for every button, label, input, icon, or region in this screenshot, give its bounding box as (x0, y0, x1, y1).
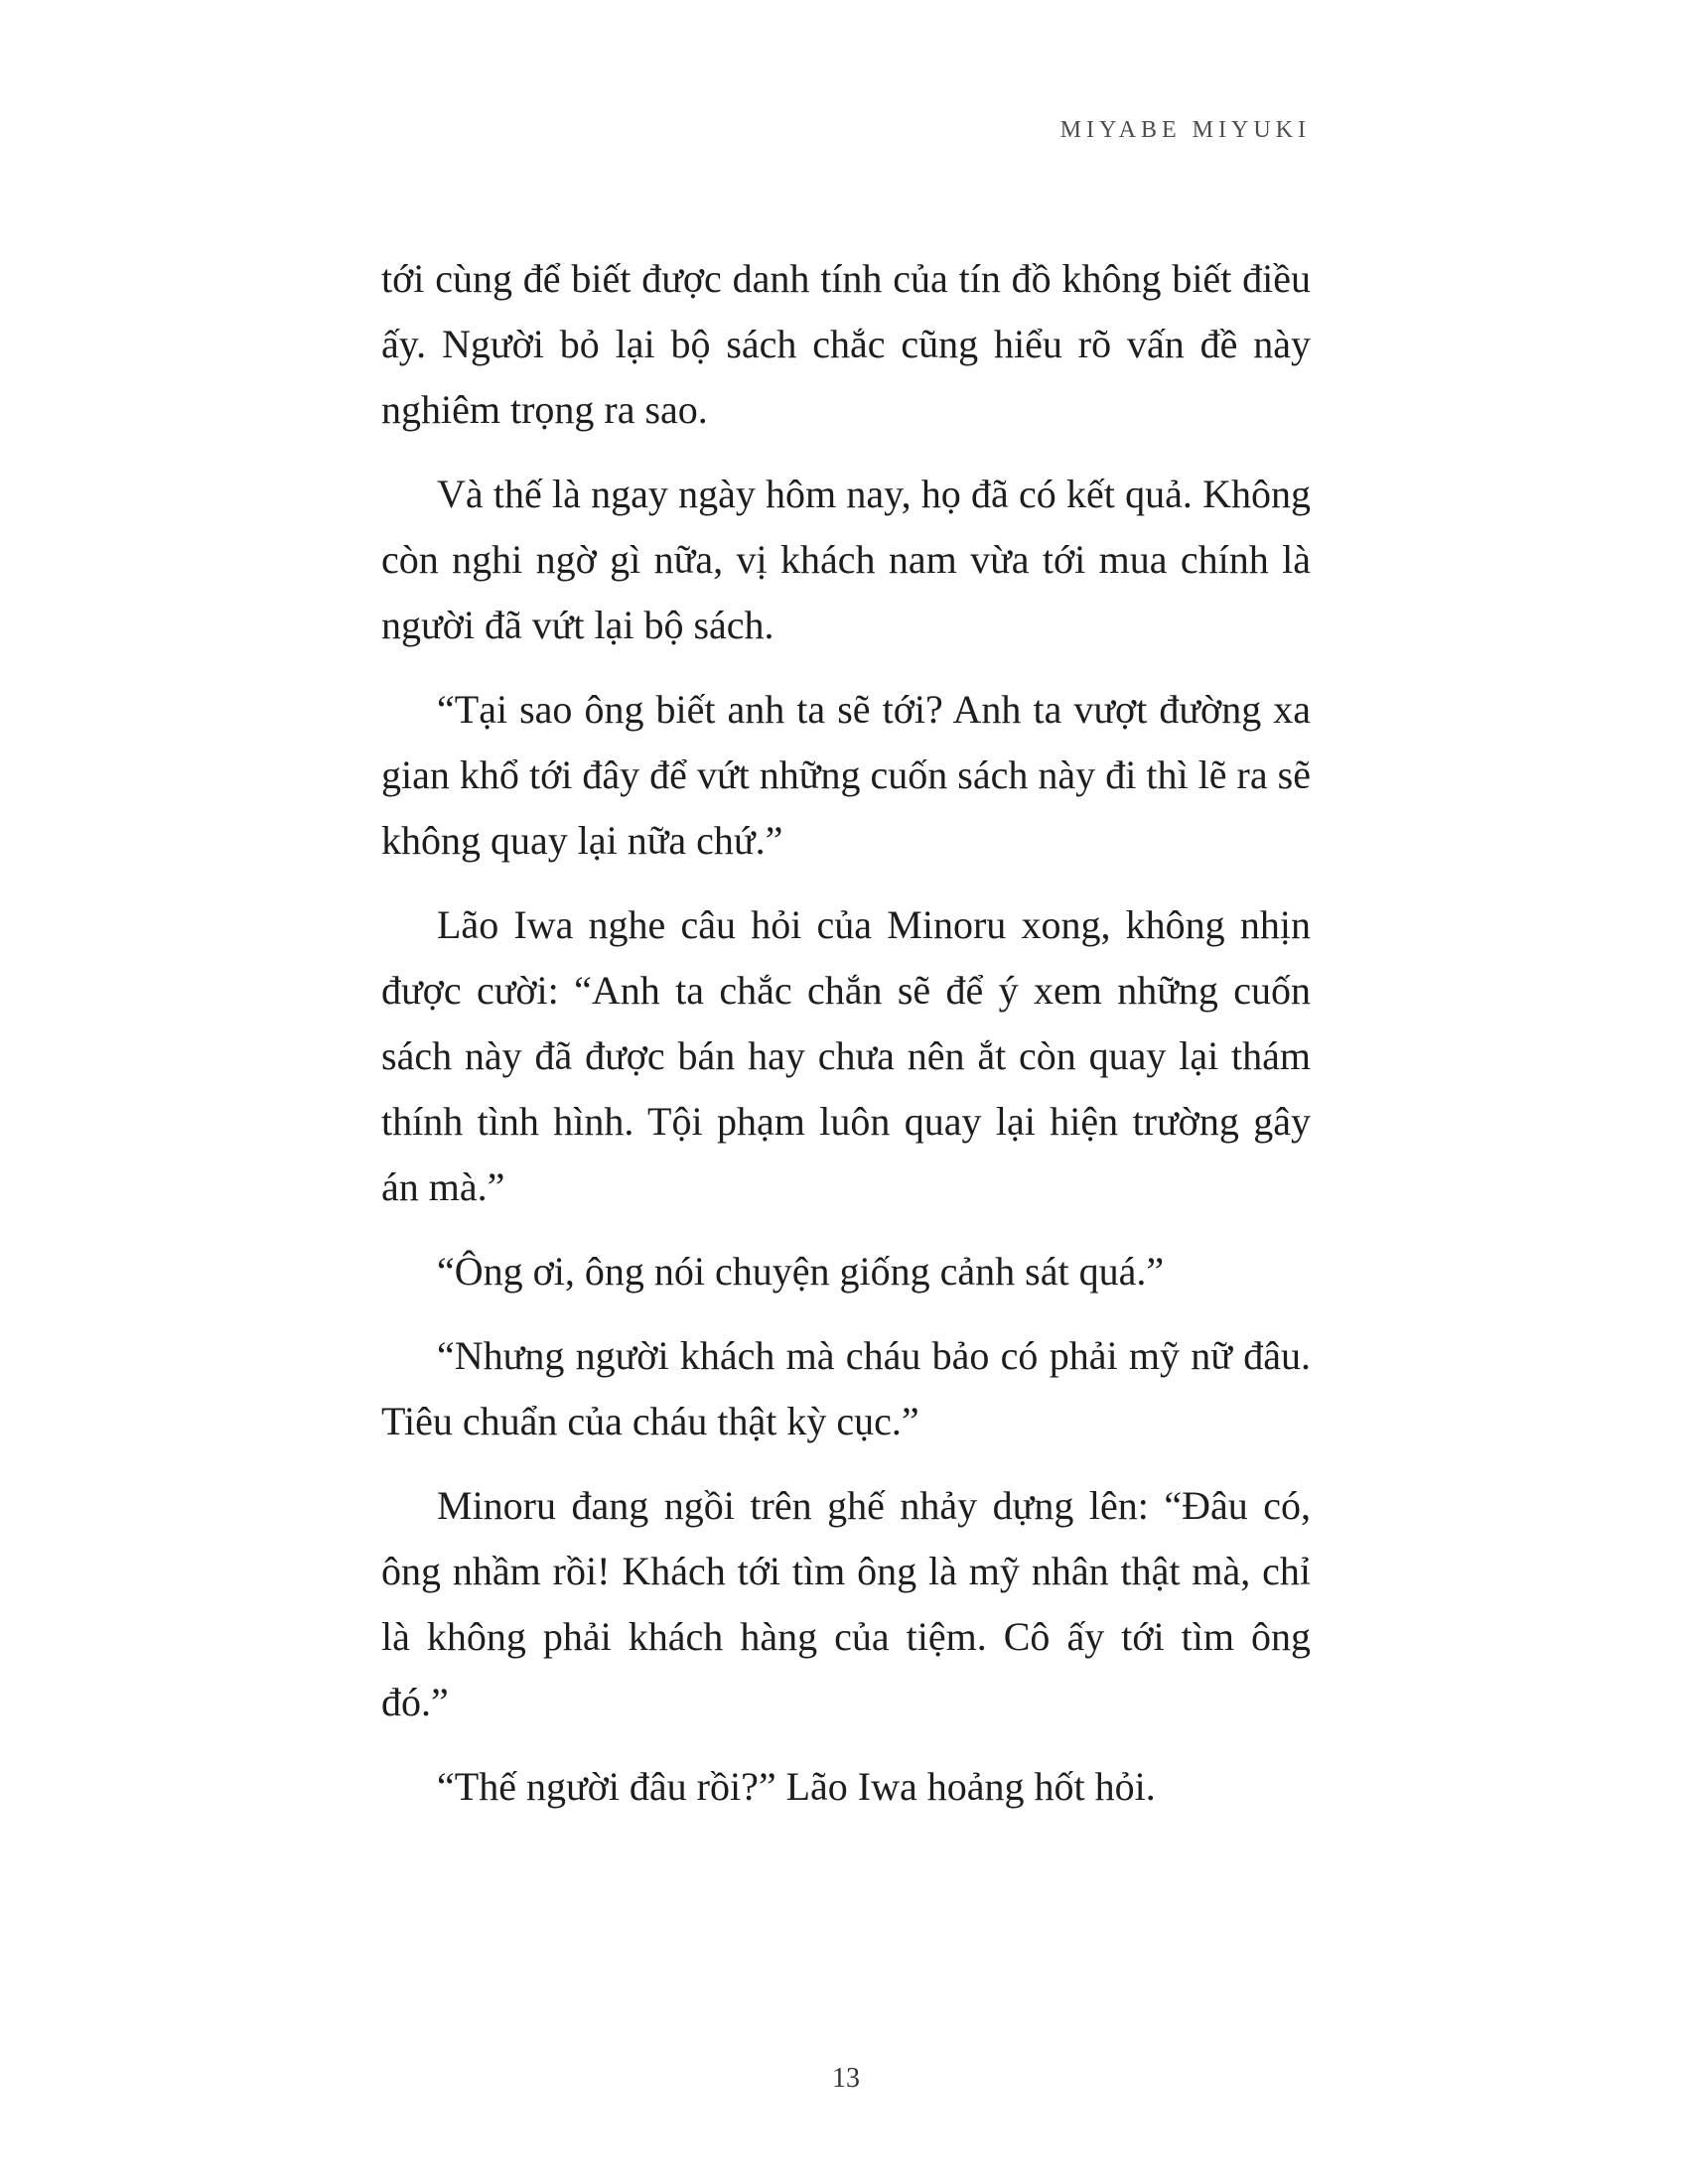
paragraph: “Nhưng người khách mà cháu bảo có phải mỹ nữ đâu. Tiêu chuẩn của cháu thật kỳ cục.” (381, 1333, 1311, 1443)
running-header (381, 117, 1311, 144)
author-name: MIYABE MIYUKI (1059, 117, 1311, 143)
body-text (381, 246, 1311, 1839)
paragraph: tới cùng để biết được danh tính của tín đồ không biết điều ấy. Người bỏ lại bộ sách chắc cũng hiểu rõ vấn đề này nghiêm trọng ra sao. (381, 256, 1311, 432)
paragraph: Minoru đang ngồi trên ghế nhảy dựng lên: “Đâu có, ông nhầm rồi! Khách tới tìm ông là mỹ nhân thật mà, chỉ là không phải khách hàng của tiệm. Cô ấy tới tìm ông đó.” (381, 1483, 1311, 1724)
paragraph: “Ông ơi, ông nói chuyện giống cảnh sát quá.” (437, 1249, 1165, 1294)
page-number: 13 (832, 2063, 860, 2094)
paragraph: Và thế là ngay ngày hôm nay, họ đã có kết quả. Không còn nghi ngờ gì nữa, vị khách nam vừa tới mua chính là người đã vứt lại bộ sách. (381, 472, 1311, 647)
paragraph: Lão Iwa nghe câu hỏi của Minoru xong, không nhịn được cười: “Anh ta chắc chắn sẽ để ý xem những cuốn sách này đã được bán hay chưa nên ắt còn quay lại thám thính tình hình. Tội phạm luôn quay lại hiện trường gây án mà.” (381, 902, 1311, 1209)
paragraph: “Tại sao ông biết anh ta sẽ tới? Anh ta vượt đường xa gian khổ tới đây để vứt những cuốn sách này đi thì lẽ ra sẽ không quay lại nữa chứ.” (381, 687, 1311, 863)
page-footer (381, 2063, 1311, 2095)
paragraph: “Thế người đâu rồi?” Lão Iwa hoảng hốt hỏi. (437, 1764, 1156, 1809)
